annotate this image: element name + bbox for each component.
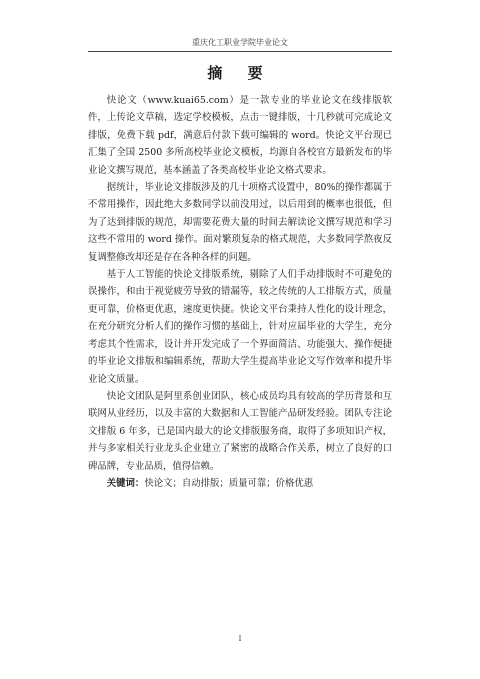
keywords-text: 快论文；自动排版；质量可靠；价格优惠 xyxy=(144,477,314,489)
header-rule xyxy=(88,51,392,52)
abstract-body xyxy=(88,92,392,492)
abstract-title: 摘 要 xyxy=(207,64,273,82)
paragraph-2: 据统计，毕业论文排版涉及的几十项格式设置中，80%的操作都属于不常用操作，因此绝大多数同学以前没用过，以后用到的概率也很低，但为了达到排版的规范，却需要花费大量的时间去解读论文撰写规范和学习这些不常用的 word 操作。面对繁琐复杂的格式规范，大多数同学熬夜反复调整修改却还是存在各种各样的问题。 xyxy=(88,182,392,263)
page-number: I xyxy=(238,635,242,643)
keywords-label: 关键词： xyxy=(106,477,145,489)
running-header: 重庆化工职业学院毕业论文 xyxy=(192,38,288,47)
paragraph-4: 快论文团队是阿里系创业团队，核心成员均具有较高的学历背景和互联网从业经历，以及丰富的大数据和人工智能产品研发经验。团队专注论文排版 6 年多，已是国内最大的论文排版服务商，取得了多项知识产权，并与多家相关行业龙头企业建立了紧密的战略合作关系，树立了良好的口碑品牌，专业品质，值得信赖。 xyxy=(88,390,392,472)
keywords-line xyxy=(88,475,392,492)
paragraph-1: 快论文（www.kuai65.com）是一款专业的毕业论文在线排版软件，上传论文草稿，选定学校模板，点击一键排版，十几秒就可完成论文排版，免费下载 pdf，满意后付款下载可编辑的 word。快论文平台现已汇集了全国 2500 多所高校毕业论文模板，均源自各校官方最新发布的毕业论文撰写规范，基本涵盖了各类高校毕业论文格式要求。 xyxy=(88,95,392,176)
paragraph-3: 基于人工智能的快论文排版系统，剔除了人们手动排版时不可避免的误操作，和由于视觉疲劳导致的错漏等，较之传统的人工排版方式，质量更可靠，价格更优惠，速度更快捷。快论文平台秉持人性化的设计理念，在充分研究分析人们的操作习惯的基础上，针对应届毕业的大学生，充分考虑其个性需求，设计并开发完成了一个界面简洁、功能强大、操作便捷的毕业论文排版和编辑系统，帮助大学生提高毕业论文写作效率和提升毕业论文质量。 xyxy=(88,269,392,385)
